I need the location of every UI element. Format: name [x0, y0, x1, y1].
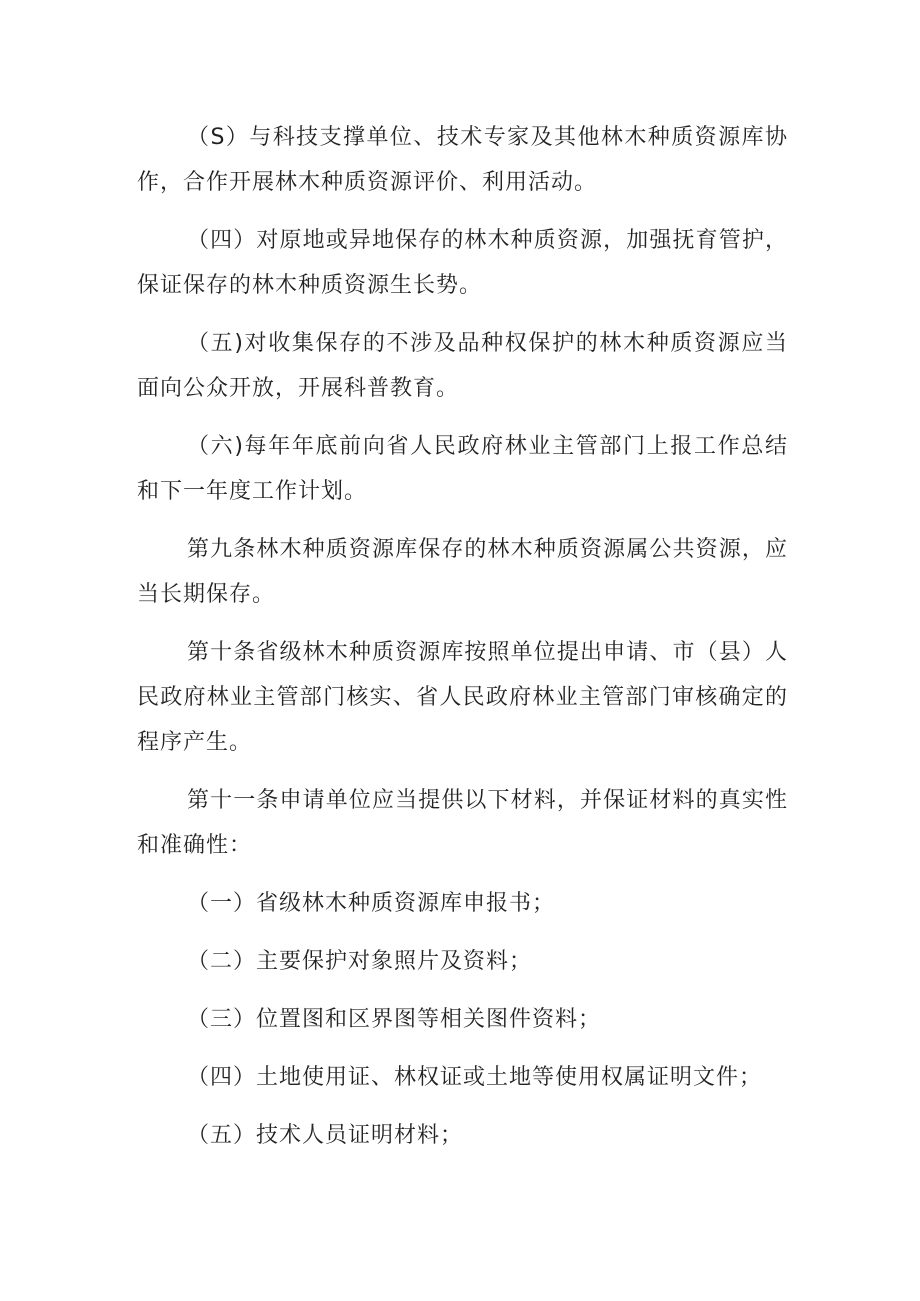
list-item — [137, 1055, 787, 1100]
text-line: 作，合作开展林木种质资源评价、利用活动。 — [137, 170, 598, 195]
text-line: 当长期保存。 — [137, 582, 276, 607]
text-line: （四）对原地或异地保存的林木种质资源，加强抚育管护， — [187, 228, 787, 253]
article-10 — [137, 630, 787, 765]
text-line: （四）土地使用证、林权证或土地等使用权属证明文件； — [187, 1065, 763, 1090]
text-line: 第十一条申请单位应当提供以下材料，并保证材料的真实性 — [187, 788, 787, 813]
text-line: （一）省级林木种质资源库申报书； — [187, 891, 556, 916]
text-line: 第九条林木种质资源库保存的林木种质资源属公共资源，应 — [187, 537, 787, 562]
text-line: 面向公众开放，开展科普教育。 — [137, 376, 460, 401]
text-line: 和准确性： — [137, 833, 253, 858]
text-line: （二）主要保护对象照片及资料； — [187, 949, 533, 974]
text-line: 民政府林业主管部门核实、省人民政府林业主管部门审核确定的 — [137, 685, 787, 710]
paragraph-item-3 — [137, 115, 787, 205]
paragraph-item-6 — [137, 424, 787, 514]
text-line: （六)每年年底前向省人民政府林业主管部门上报工作总结 — [187, 434, 787, 459]
document-body — [137, 115, 787, 1171]
text-line: 和下一年度工作计划。 — [137, 479, 368, 504]
article-11 — [137, 778, 787, 868]
text-line: 保证保存的林木种质资源生长势。 — [137, 273, 483, 298]
list-item — [137, 1113, 787, 1158]
list-item — [137, 997, 787, 1042]
text-line: （五）技术人员证明材料； — [187, 1123, 464, 1148]
paragraph-item-4 — [137, 218, 787, 308]
text-line: 第十条省级林木种质资源库按照单位提出申请、市（县）人 — [187, 640, 787, 665]
list-item — [137, 881, 787, 926]
article-9 — [137, 527, 787, 617]
paragraph-item-5 — [137, 321, 787, 411]
text-line: 程序产生。 — [137, 730, 253, 755]
list-item — [137, 939, 787, 984]
text-line: （五)对收集保存的不涉及品种权保护的林木种质资源应当 — [187, 331, 787, 356]
text-line: （S）与科技支撑单位、技术专家及其他林木种质资源库协 — [187, 125, 787, 150]
text-line: （三）位置图和区界图等相关图件资料； — [187, 1007, 602, 1032]
